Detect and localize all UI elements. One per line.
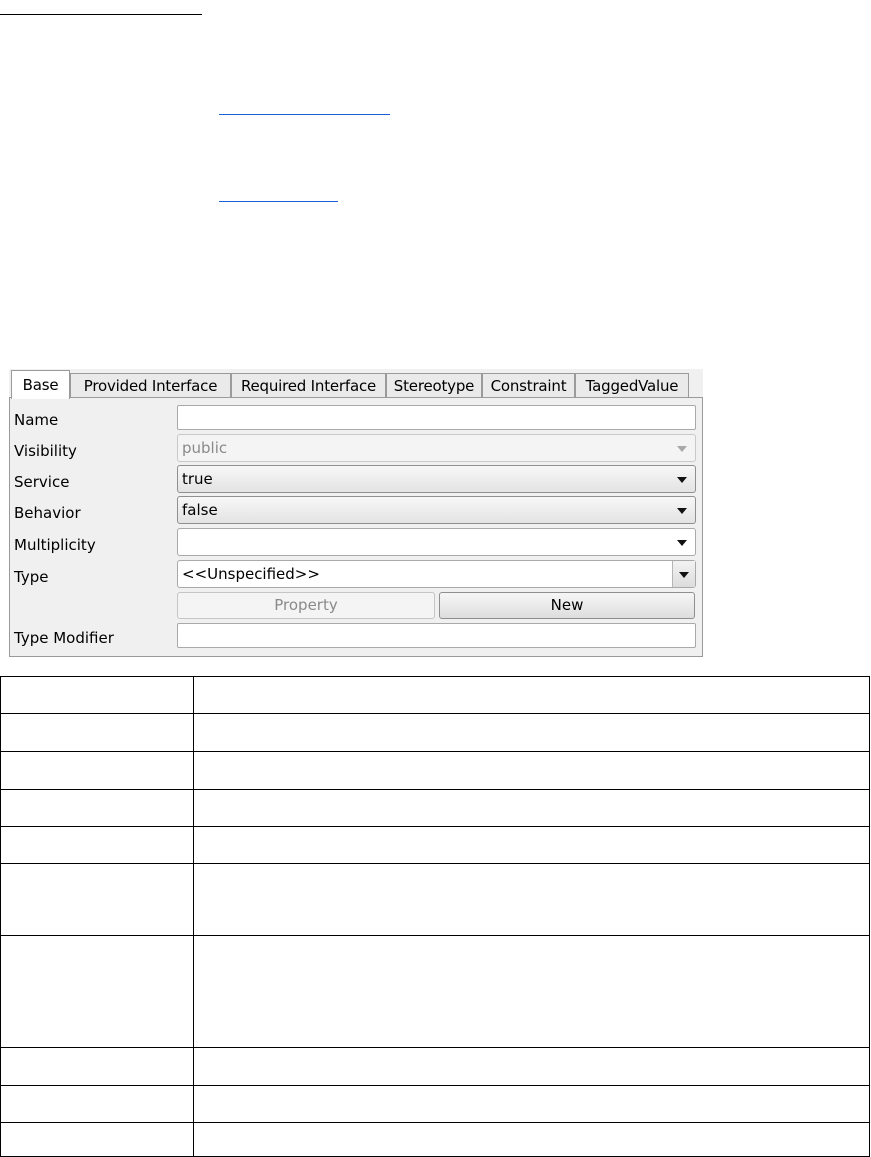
table-border bbox=[0, 863, 870, 864]
tab-taggedvalue[interactable]: TaggedValue bbox=[575, 373, 689, 398]
type-value: <<Unspecified>> bbox=[182, 565, 320, 583]
table-border bbox=[0, 826, 870, 827]
table-border bbox=[0, 1047, 870, 1048]
chevron-down-icon bbox=[679, 572, 689, 578]
visibility-select[interactable] bbox=[177, 434, 696, 462]
tab-stereotype[interactable]: Stereotype bbox=[386, 373, 482, 398]
service-label: Service bbox=[14, 473, 70, 491]
name-field[interactable] bbox=[177, 405, 696, 430]
type-modifier-field[interactable] bbox=[177, 623, 696, 648]
chevron-down-icon bbox=[677, 446, 687, 452]
tab-content-base bbox=[9, 397, 703, 657]
type-label: Type bbox=[14, 568, 49, 586]
property-description-table bbox=[0, 676, 871, 1157]
multiplicity-combo[interactable] bbox=[177, 528, 696, 556]
link-underline-1[interactable] bbox=[219, 114, 390, 115]
tab-constraint[interactable]: Constraint bbox=[482, 373, 575, 398]
property-button[interactable]: Property bbox=[177, 592, 435, 619]
new-button[interactable]: New bbox=[439, 592, 695, 619]
multiplicity-label: Multiplicity bbox=[14, 536, 96, 554]
table-border bbox=[0, 676, 870, 677]
table-border bbox=[0, 713, 870, 714]
tab-bar bbox=[9, 369, 703, 399]
chevron-down-icon bbox=[677, 508, 687, 514]
tab-provided-interface[interactable]: Provided Interface bbox=[70, 373, 231, 398]
visibility-value: public bbox=[182, 439, 228, 457]
behavior-select[interactable] bbox=[177, 496, 696, 524]
name-label: Name bbox=[14, 411, 59, 429]
table-border bbox=[0, 676, 1, 1157]
chevron-down-icon bbox=[677, 477, 687, 483]
table-border bbox=[0, 751, 870, 752]
link-underline-2[interactable] bbox=[219, 201, 338, 202]
property-panel bbox=[9, 369, 703, 657]
behavior-value: false bbox=[182, 501, 218, 519]
table-border bbox=[0, 1085, 870, 1086]
chevron-down-icon bbox=[677, 540, 687, 546]
table-border bbox=[0, 935, 870, 936]
service-select[interactable] bbox=[177, 465, 696, 493]
type-dropdown-button[interactable] bbox=[672, 561, 695, 587]
service-value: true bbox=[182, 470, 213, 488]
table-border bbox=[193, 676, 194, 1157]
tab-base[interactable]: Base bbox=[11, 370, 70, 399]
behavior-label: Behavior bbox=[14, 504, 81, 522]
visibility-label: Visibility bbox=[14, 442, 77, 460]
type-modifier-label: Type Modifier bbox=[14, 629, 114, 647]
table-border bbox=[869, 676, 870, 1157]
type-combo[interactable] bbox=[177, 560, 696, 588]
table-border bbox=[0, 789, 870, 790]
table-border bbox=[0, 1122, 870, 1123]
tab-required-interface[interactable]: Required Interface bbox=[231, 373, 386, 398]
heading-underline bbox=[0, 14, 202, 15]
